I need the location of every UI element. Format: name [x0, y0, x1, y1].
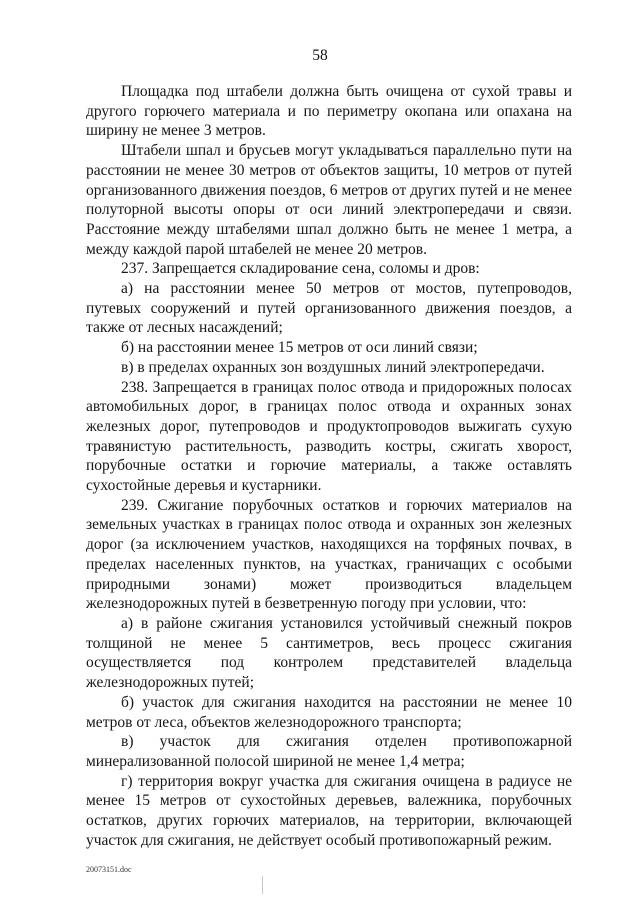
paragraph-239-g: г) территория вокруг участка для сжигания очищена в радиусе не менее 15 метров от сухостойных деревьев, валежника, порубочных остатков, других горючих материалов, на территории, включающей участок для сжигания, не действует особый противопожарный режим. [86, 772, 572, 849]
paragraph-sleeper-stacks: Штабели шпал и брусьев могут укладываться параллельно пути на расстоянии не менее 30 метров от объектов защиты, 10 метров от путей организованного движения поездов, 6 метров от других путей и не менее полуторной высоты опоры от оси линий электропередачи и связи. Расстояние между штабелями шпал должно быть не менее 1 метра, а между каждой парой штабелей не менее 20 метров. [86, 142, 572, 258]
page-number: 58 [312, 47, 328, 64]
paragraph-239-b: б) участок для сжигания находится на расстоянии не менее 10 метров от леса, объектов железнодорожного транспорта; [86, 693, 572, 731]
paragraph-237-v: в) в пределах охранных зон воздушных линий электропередачи. [121, 358, 545, 376]
paragraph-237: 237. Запрещается складирование сена, соломы и дров: [121, 260, 480, 278]
paragraph-239: 239. Сжигание порубочных остатков и горючих материалов на земельных участках в границах полос отвода и охранных зон железных дорог (за исключением участков, находящихся на торфяных почвах, в пределах населенных пунктов, на участках, граничащих с особыми природными зонами) может производиться владельцем железнодорожных путей в безветренную погоду при условии, что: [86, 496, 572, 613]
paragraph-stack-site: Площадка под штабели должна быть очищена от сухой травы и другого горючего материала и по периметру окопана или опахана на ширину не менее 3 метров. [86, 83, 572, 140]
paragraph-237-a: а) на расстоянии менее 50 метров от мостов, путепроводов, путевых сооружений и путей организованного движения поездов, а также от лесных насаждений; [86, 280, 572, 337]
file-name-footer: 20073151.doc [86, 865, 132, 874]
scan-artifact-line [262, 876, 263, 894]
paragraph-239-v: в) участок для сжигания отделен противопожарной минерализованной полосой шириной не менее 1,4 метра; [86, 733, 572, 770]
body-text [86, 82, 572, 850]
paragraph-237-b: б) на расстоянии менее 15 метров от оси линий связи; [121, 339, 478, 357]
paragraph-239-a: а) в районе сжигания установился устойчивый снежный покров толщиной не менее 5 сантиметров, весь процесс сжигания осуществляется под контролем представителей владельца железнодорожных путей; [86, 614, 572, 692]
paragraph-238: 238. Запрещается в границах полос отвода и придорожных полосах автомобильных дорог, в границах полос отвода и охранных зонах железных дорог, путепроводов и продуктопроводов выжигать сухую травянистую растительность, разводить костры, сжигать хворост, порубочные остатки и горючие материалы, а также оставлять сухостойные деревья и кустарники. [86, 378, 572, 495]
